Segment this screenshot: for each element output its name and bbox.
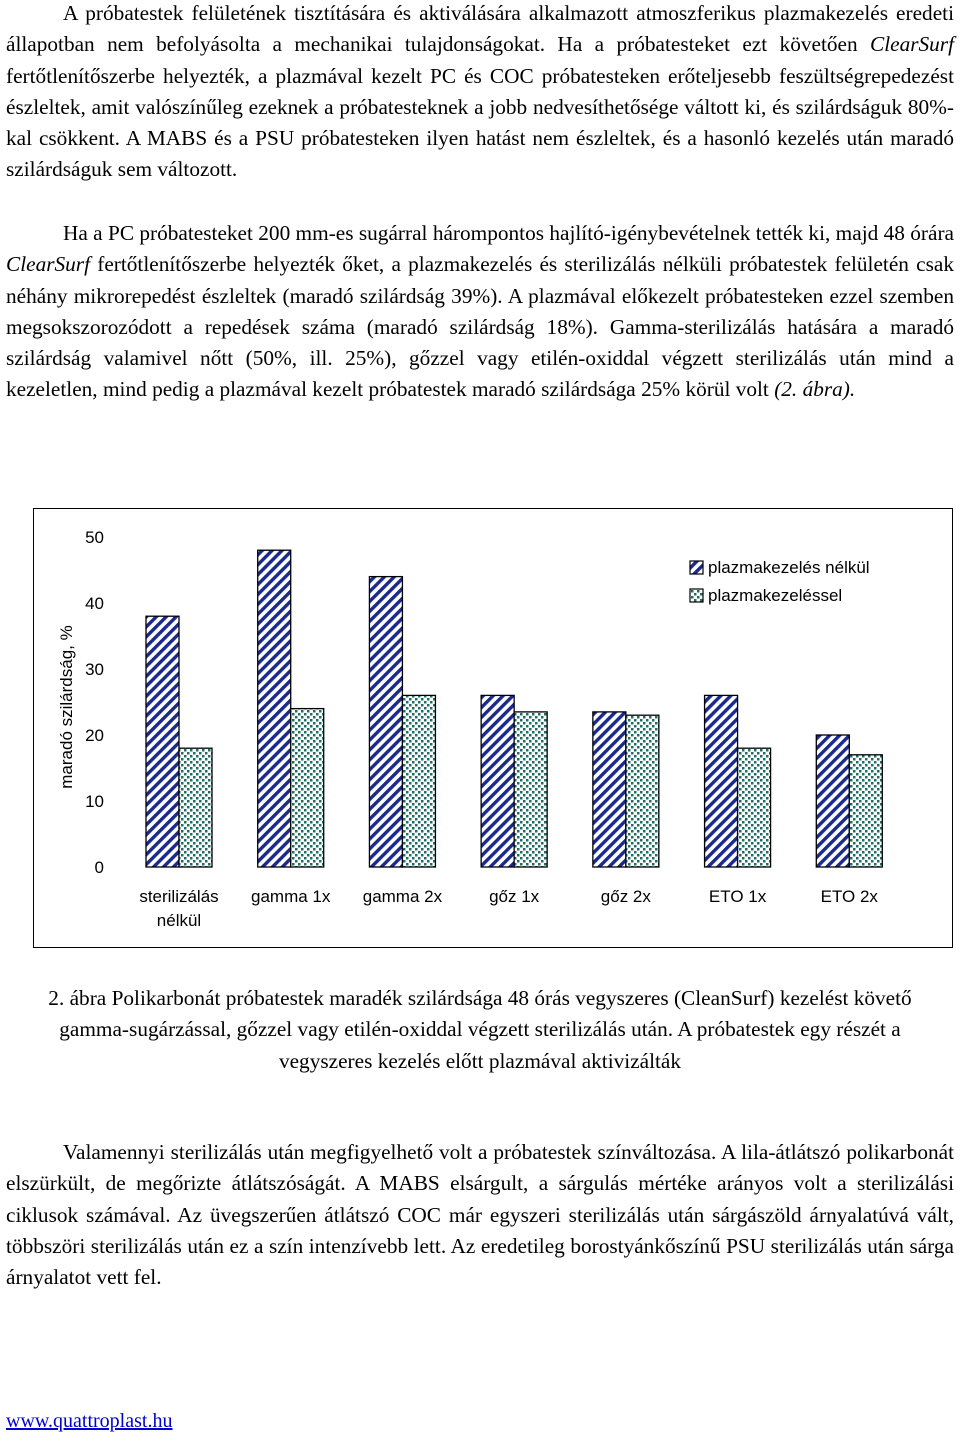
category-label: gőz 1x bbox=[489, 887, 540, 906]
category-label: gamma 2x bbox=[362, 887, 443, 906]
bar-with-plasma bbox=[402, 695, 435, 867]
y-tick-label: 20 bbox=[85, 726, 104, 745]
paragraph-2 bbox=[6, 218, 954, 406]
clearsurf-italic: ClearSurf bbox=[870, 32, 955, 57]
paragraph-2-text-a: Ha a PC próbatesteket 200 mm-es sugárral hárompontos hajlító-igénybevételnek tették ki, majd 48 órára bbox=[63, 221, 954, 245]
figure-caption: 2. ábra Polikarbonát próbatestek maradék szilárdsága 48 órás vegyszeres (CleanSurf) kezelést követő gamma-sugárzással, gőzzel vagy etilén-oxiddal végzett sterilizálás után. A próbatestek egy részét a vegyszeres kezelés előtt plazmával aktivizálták bbox=[48, 986, 912, 1073]
bar-without-plasma bbox=[816, 735, 849, 867]
paragraph-3: Valamennyi sterilizálás után megfigyelhető volt a próbatestek színváltozása. A lila-átlátszó polikarbonát elszürkült, de megőrizte átlátszóságát. A MABS elsárgult, a sárgulás mértéke arányos volt a sterilizálási ciklusok számával. Az üvegszerűen átlátszó COC már egyszeri sterilizálás után sárgászöld árnyalatúvá vált, többszöri sterilizálás után ez a szín intenzívebb lett. Az eredetileg borostyánkőszínű PSU sterilizálás után sárga árnyalatot vett fel. bbox=[6, 1140, 954, 1290]
bar-with-plasma bbox=[738, 748, 771, 867]
footer-link[interactable]: www.quattroplast.hu bbox=[6, 1410, 173, 1432]
bar-without-plasma bbox=[146, 616, 179, 867]
bar-with-plasma bbox=[514, 712, 547, 867]
bar-with-plasma bbox=[291, 709, 324, 867]
legend-swatch bbox=[690, 561, 703, 574]
legend-swatch bbox=[690, 589, 703, 602]
bar-without-plasma bbox=[258, 550, 291, 867]
paragraph-2-text-b: fertőtlenítőszerbe helyezték őket, a plazmakezelés és sterilizálás nélküli próbatestek felületén csak néhány mikrorepedést észleltek (maradó szilárdság 39%). A plazmával előkezelt próbatesteken ezzel szemben megsokszorozódott a repedések száma (maradó szilárdság 18%). Gamma-sterilizálás hatására a maradó szilárdság valamivel nőtt (50%, ill. 25%), gőzzel vagy etilén-oxiddal végzett sterilizálás után mind a kezeletlen, mind pedig a plazmával kezelt próbatestek maradó szilárdsága 25% körül volt bbox=[6, 252, 955, 402]
y-tick-label: 40 bbox=[85, 594, 104, 613]
category-label: sterilizálás bbox=[139, 887, 219, 906]
paragraph-1-text-b: fertőtlenítőszerbe helyezték, a plazmával kezelt PC és COC próbatesteken erőteljesebb feszültségrepedezést észleltek, amit valószínűleg ezeknek a próbatesteknek a jobb nedvesíthetősége váltott ki, és szilárdságuk 80%-kal csökkent. A MABS és a PSU próbatesteken ilyen hatást nem észleltek, és a hasonló kezelés után maradó szilárdságuk sem változott. bbox=[6, 63, 954, 182]
bar-without-plasma bbox=[369, 577, 402, 867]
bar-with-plasma bbox=[179, 748, 212, 867]
legend-label: plazmakezelés nélkül bbox=[708, 558, 870, 577]
category-label: nélkül bbox=[156, 911, 202, 930]
bar-without-plasma bbox=[705, 695, 738, 867]
figure-reference: (2. ábra). bbox=[774, 377, 856, 402]
y-tick-label: 30 bbox=[85, 660, 104, 679]
clearsurf-italic-2: ClearSurf bbox=[6, 252, 91, 277]
category-label: ETO 2x bbox=[820, 887, 878, 906]
y-axis-label: maradó szilárdság, % bbox=[57, 625, 76, 789]
bar-without-plasma bbox=[593, 712, 626, 867]
category-label: gamma 1x bbox=[251, 887, 331, 906]
paragraph-1 bbox=[6, 0, 954, 186]
y-tick-label: 10 bbox=[85, 792, 104, 811]
bar-with-plasma bbox=[626, 715, 659, 867]
paragraph-1-text-a: A próbatestek felületének tisztítására és aktiválására alkalmazott atmoszferikus plazmakezelés eredeti állapotban nem befolyásolta a mechanikai tulajdonságokat. Ha a próbatesteket ezt követően bbox=[6, 1, 954, 57]
y-tick-label: 50 bbox=[85, 528, 104, 547]
chart-frame bbox=[33, 508, 953, 948]
category-label: gőz 2x bbox=[600, 887, 651, 906]
bar-without-plasma bbox=[481, 695, 514, 867]
y-tick-label: 0 bbox=[94, 858, 104, 877]
legend-label: plazmakezeléssel bbox=[708, 586, 843, 605]
bar-chart bbox=[34, 509, 952, 947]
category-label: ETO 1x bbox=[708, 887, 767, 906]
bar-with-plasma bbox=[849, 755, 882, 867]
